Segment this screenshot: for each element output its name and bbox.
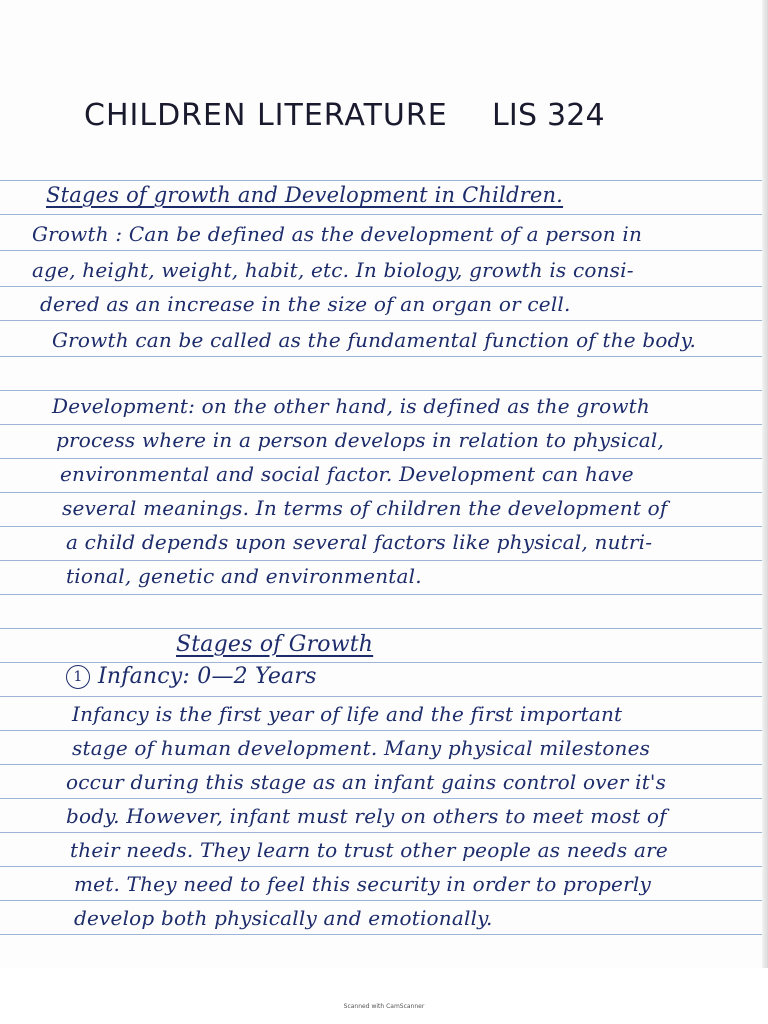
ruled-line	[0, 214, 768, 215]
course-code: LIS 324	[492, 98, 605, 133]
text-line: occur during this stage as an infant gains control over it's	[66, 770, 667, 794]
ruled-line	[0, 764, 768, 765]
ruled-line	[0, 900, 768, 901]
ruled-line	[0, 526, 768, 527]
text-line: Development: on the other hand, is defined as the growth	[52, 394, 650, 418]
text-line: age, height, weight, habit, etc. In biology, growth is consi-	[32, 258, 634, 282]
stage-title-text: Infancy: 0—2 Years	[98, 664, 317, 689]
text-line: stage of human development. Many physical milestones	[72, 736, 651, 760]
ruled-line	[0, 798, 768, 799]
stage-title	[66, 664, 317, 689]
text-line: develop both physically and emotionally.	[74, 906, 493, 930]
ruled-line	[0, 424, 768, 425]
page-edge-shadow	[762, 0, 768, 968]
text-line: Growth can be called as the fundamental function of the body.	[52, 328, 697, 352]
ruled-line	[0, 458, 768, 459]
ruled-line	[0, 628, 768, 629]
ruled-line	[0, 356, 768, 357]
text-line: tional, genetic and environmental.	[66, 564, 422, 588]
ruled-line	[0, 560, 768, 561]
text-line: process where in a person develops in relation to physical,	[56, 428, 665, 452]
ruled-line	[0, 286, 768, 287]
section-heading: Stages of Growth	[176, 632, 374, 657]
text-line: met. They need to feel this security in order to properly	[74, 872, 651, 896]
ruled-line	[0, 594, 768, 595]
scanner-footer: Scanned with CamScanner	[343, 1003, 425, 1010]
page-title: CHILDREN LITERATURE	[84, 98, 448, 133]
ruled-line	[0, 320, 768, 321]
ruled-line	[0, 180, 768, 181]
circled-number: 1	[66, 665, 90, 689]
text-line: dered as an increase in the size of an organ or cell.	[40, 292, 571, 316]
text-line: a child depends upon several factors like physical, nutri-	[66, 530, 653, 554]
text-line: Growth : Can be defined as the development of a person in	[32, 222, 643, 246]
ruled-line	[0, 866, 768, 867]
text-line: several meanings. In terms of children the development of	[62, 496, 668, 520]
ruled-line	[0, 934, 768, 935]
text-line: Infancy is the first year of life and the first important	[72, 702, 623, 726]
ruled-line	[0, 250, 768, 251]
section-heading: Stages of growth and Development in Children.	[46, 183, 564, 207]
ruled-line	[0, 730, 768, 731]
ruled-line	[0, 492, 768, 493]
ruled-line	[0, 390, 768, 391]
text-line: environmental and social factor. Development can have	[60, 462, 634, 486]
ruled-line	[0, 832, 768, 833]
text-line: body. However, infant must rely on others to meet most of	[66, 804, 667, 828]
ruled-line	[0, 662, 768, 663]
ruled-line	[0, 696, 768, 697]
text-line: their needs. They learn to trust other people as needs are	[70, 838, 668, 862]
